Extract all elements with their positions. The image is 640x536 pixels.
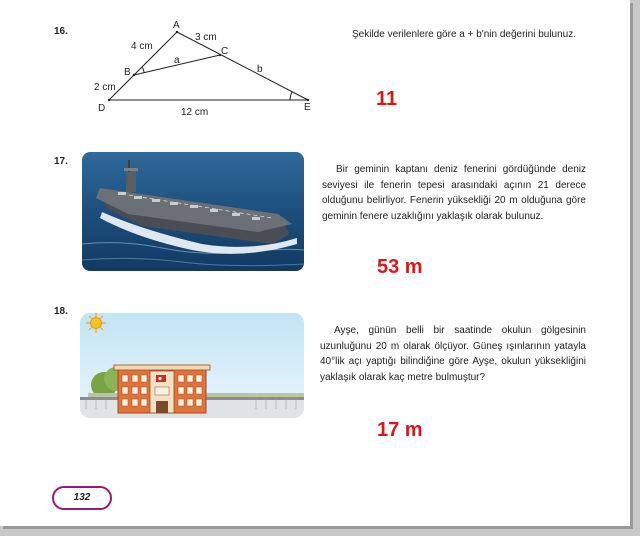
aircraft-carrier-photo bbox=[82, 152, 304, 271]
question-16-answer: 11 bbox=[376, 88, 398, 110]
question-17-answer: 53 m bbox=[377, 256, 423, 278]
question-17-text: Bir geminin kaptanı deniz fenerini gördüğünde deniz seviyesi ile fenerin tepesi arasındaki açının 21 derece olduğunu belirliyor. Fenerin yüksekliği 20 m olduğuna göre geminin fenere uzaklığını yaklaşık olarak bulunuz. bbox=[322, 164, 586, 222]
vertex-C-label: C bbox=[221, 46, 229, 57]
sun-icon bbox=[86, 313, 106, 333]
question-18-answer: 17 m bbox=[377, 419, 423, 441]
question-16-text: Şekilde verilenlere göre a + b'nin değerini bulunuz. bbox=[352, 29, 576, 40]
page-number-badge: 132 bbox=[52, 486, 112, 510]
vertex-D-label: D bbox=[98, 103, 106, 114]
question-16-number: 16. bbox=[54, 26, 68, 37]
question-18-number: 18. bbox=[54, 306, 68, 317]
question-18-text: Ayşe, günün belli bir saatinde okulun gölgesinin uzunluğunu 20 m olarak ölçüyor. Güneş ışınlarının yatayla 40°lik açı yaptığı bilindiğine göre Ayşe, okulun yüksekliğini yaklaşık olarak kaç metre bulmuştur? bbox=[320, 325, 586, 383]
school-building-illustration bbox=[80, 313, 304, 418]
segment-b-label: b bbox=[257, 64, 263, 75]
angle-mark-E bbox=[290, 92, 292, 100]
length-DE-label: 12 cm bbox=[181, 107, 209, 118]
length-BD-label: 2 cm bbox=[94, 82, 116, 93]
length-AC-label: 3 cm bbox=[195, 32, 217, 43]
vertex-E-label: E bbox=[304, 102, 311, 113]
vertex-B-label: B bbox=[124, 67, 131, 78]
vertex-A-label: A bbox=[173, 20, 180, 31]
length-AB-label: 4 cm bbox=[131, 41, 153, 52]
question-17-number: 17. bbox=[54, 156, 68, 167]
segment-a-label: a bbox=[174, 55, 180, 66]
angle-mark-B bbox=[142, 67, 144, 73]
